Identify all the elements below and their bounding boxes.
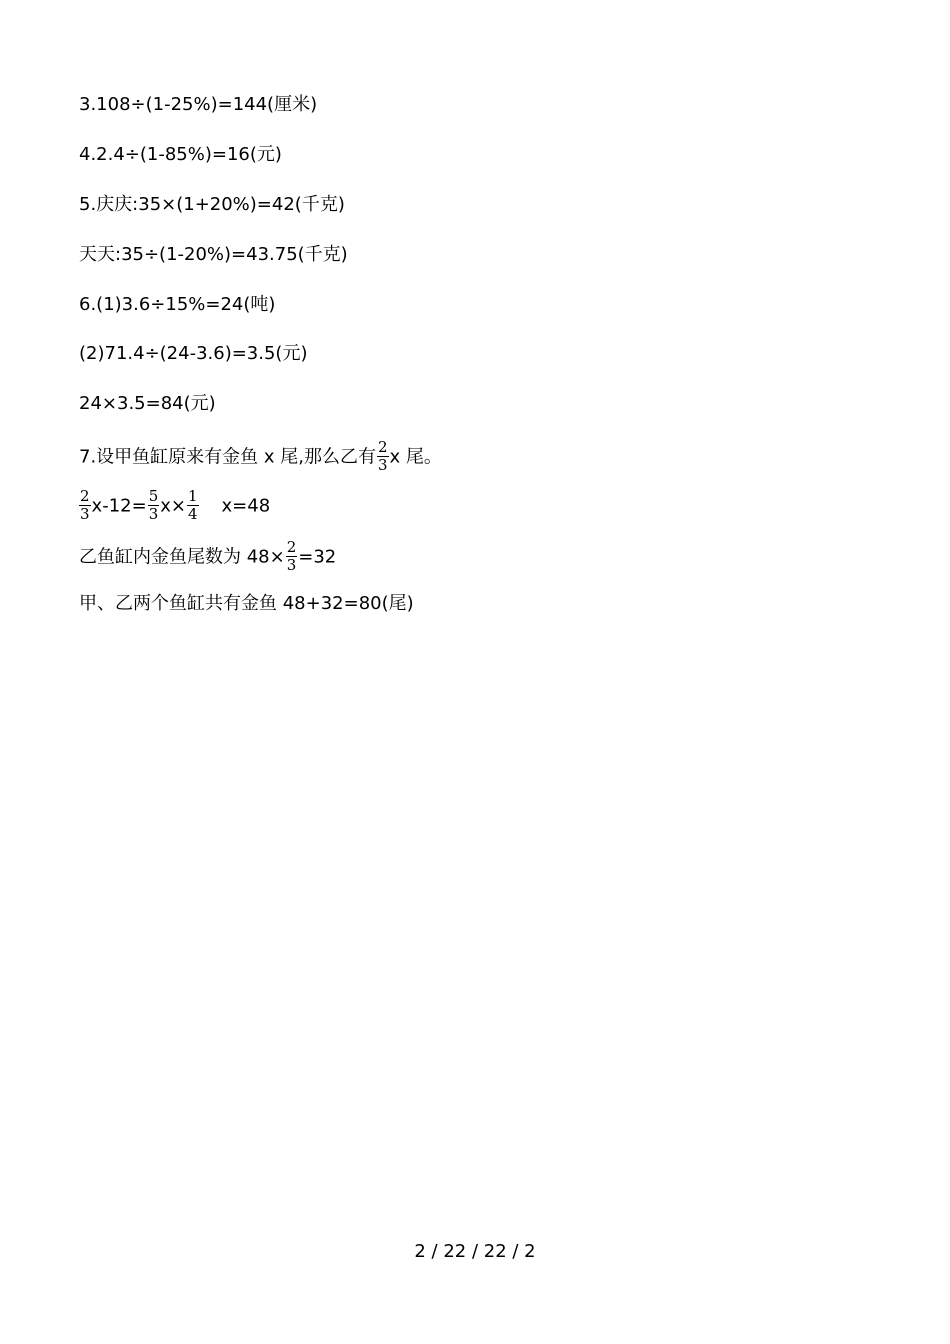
fraction — [79, 488, 91, 523]
line-7b-text-mid1: x-12= — [91, 495, 147, 517]
answer-line-5b: 天天:35÷(1-20%)=43.75(千克) — [79, 244, 348, 265]
answer-line-7c — [79, 540, 336, 575]
fraction-denominator: 4 — [187, 505, 198, 523]
fraction-denominator: 3 — [378, 456, 388, 474]
fraction — [286, 539, 298, 574]
fraction-denominator: 3 — [148, 505, 159, 523]
fraction-numerator: 1 — [187, 487, 198, 505]
answer-line-5: 5.庆庆:35×(1+20%)=42(千克) — [79, 194, 345, 215]
fraction-denominator: 3 — [80, 505, 90, 523]
line-7b-text-mid2: x× — [160, 495, 186, 517]
line-7a-text-post: x 尾。 — [389, 446, 442, 468]
fraction — [377, 439, 389, 474]
fraction — [148, 488, 160, 523]
answer-line-7b — [79, 489, 270, 524]
answer-line-3: 3.108÷(1-25%)=144(厘米) — [79, 94, 318, 115]
answer-line-4: 4.2.4÷(1-85%)=16(元) — [79, 144, 282, 165]
line-7c-text-pre: 乙鱼缸内金鱼尾数为 48× — [79, 546, 285, 568]
page-number: 2 / 22 / 22 / 2 — [414, 1241, 536, 1262]
fraction-numerator: 2 — [286, 538, 297, 556]
fraction — [187, 488, 199, 523]
fraction-numerator: 5 — [148, 487, 159, 505]
answer-line-7a — [79, 440, 442, 475]
answer-line-6b: (2)71.4÷(24-3.6)=3.5(元) — [79, 343, 308, 364]
answer-line-6: 6.(1)3.6÷15%=24(吨) — [79, 294, 276, 315]
fraction-numerator: 2 — [378, 438, 388, 456]
fraction-numerator: 2 — [80, 487, 90, 505]
line-7c-text-post: =32 — [298, 546, 337, 568]
fraction-denominator: 3 — [286, 556, 297, 574]
answer-line-7d: 甲、乙两个鱼缸共有金鱼 48+32=80(尾) — [79, 593, 414, 614]
line-7b-text-post: x=48 — [221, 495, 271, 517]
answer-line-6c: 24×3.5=84(元) — [79, 393, 216, 414]
line-7a-text-pre: 7.设甲鱼缸原来有金鱼 x 尾,那么乙有 — [79, 446, 376, 468]
